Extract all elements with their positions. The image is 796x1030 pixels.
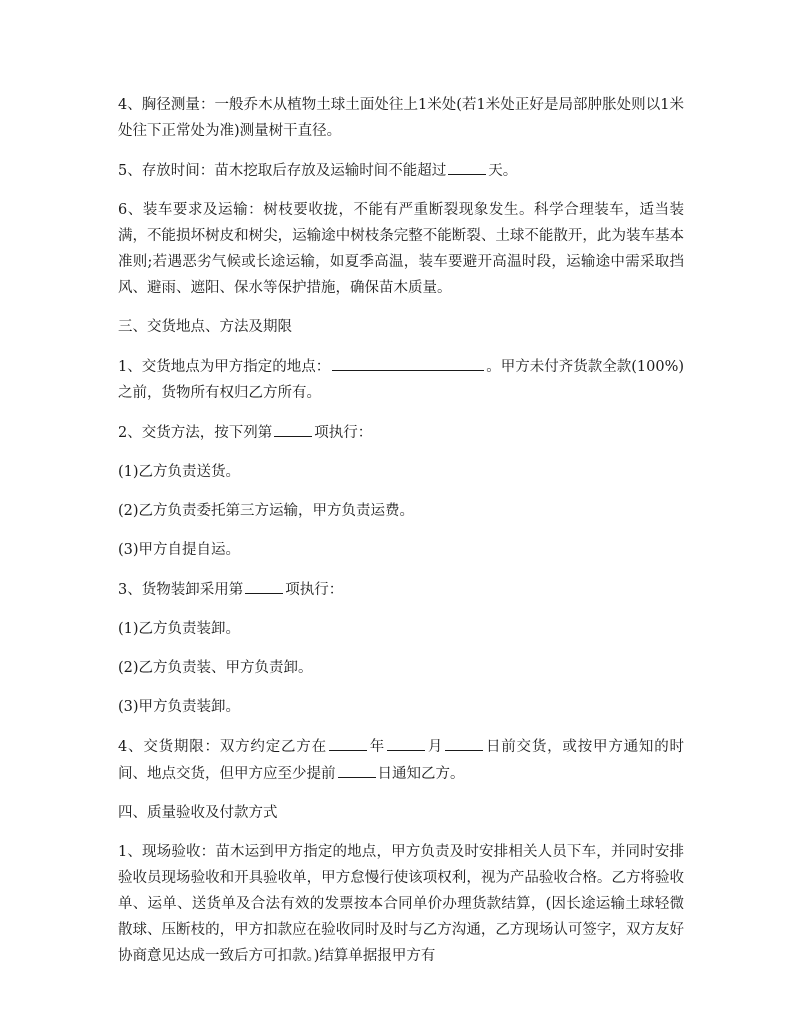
paragraph-delivery-deadline: 4、交货期限：双方约定乙方在 年 月 日前交货，或按甲方通知的时间、地点交货，但甲方应至少提前 日通知乙方。 — [118, 733, 684, 787]
option-delivery-1: (1)乙方负责送货。 — [118, 464, 241, 480]
paragraph-storage-time: 5、存放时间：苗木挖取后存放及运输时间不能超过 天。 — [118, 157, 684, 184]
paragraph-loading-method: 3、货物装卸采用第 项执行： — [118, 576, 684, 603]
blank-delivery-method[interactable] — [274, 419, 312, 437]
paragraph-chest-diameter: 4、胸径测量：一般乔木从植物土球土面处往上1米处(若1米处正好是局部肿胀处则以1米处往下正常处为准)测量树干直径。 — [118, 97, 684, 139]
blank-days[interactable] — [448, 157, 486, 175]
option-loading-1: (1)乙方负责装卸。 — [118, 621, 241, 637]
blank-year[interactable] — [329, 733, 367, 751]
blank-delivery-place[interactable] — [332, 353, 484, 371]
option-loading-3: (3)甲方负责装卸。 — [118, 699, 241, 715]
paragraph-delivery-place: 1、交货地点为甲方指定的地点： 。甲方未付齐货款全款(100%)之前，货物所有权归乙方所有。 — [118, 353, 684, 406]
section-heading-delivery: 三、交货地点、方法及期限 — [118, 319, 292, 335]
document-page — [118, 92, 684, 982]
option-delivery-3: (3)甲方自提自运。 — [118, 542, 241, 558]
option-loading-2: (2)乙方负责装、甲方负责卸。 — [118, 660, 313, 676]
section-heading-acceptance: 四、质量验收及付款方式 — [118, 805, 278, 821]
paragraph-onsite-acceptance: 1、现场验收：苗木运到甲方指定的地点，甲方负责及时安排相关人员下车，并同时安排验收员现场验收和开具验收单，甲方怠慢行使该项权利，视为产品验收合格。乙方将验收单、运单、送货单及合法有效的发票按本合同单价办理货款结算，(因长途运输土球轻微散球、压断枝的，甲方扣款应在验收同时及时与乙方沟通，乙方现场认可签字，双方友好协商意见达成一致后方可扣款。)结算单据报甲方有 — [118, 844, 684, 964]
paragraph-loading-transport: 6、装车要求及运输：树枝要收拢，不能有严重断裂现象发生。科学合理装车，适当装满，不能损坏树皮和树尖，运输途中树枝条完整不能断裂、土球不能散开，此为装车基本准则;若遇恶劣气候或长途运输，如夏季高温，装车要避开高温时段，运输途中需采取挡风、避雨、遮阳、保水等保护措施，确保苗木质量。 — [118, 202, 684, 296]
paragraph-delivery-method: 2、交货方法，按下列第 项执行： — [118, 419, 684, 446]
blank-day[interactable] — [445, 733, 483, 751]
option-delivery-2: (2)乙方负责委托第三方运输，甲方负责运费。 — [118, 503, 415, 519]
blank-notice-days[interactable] — [338, 760, 376, 778]
blank-loading-method[interactable] — [245, 576, 283, 594]
blank-month[interactable] — [387, 733, 425, 751]
